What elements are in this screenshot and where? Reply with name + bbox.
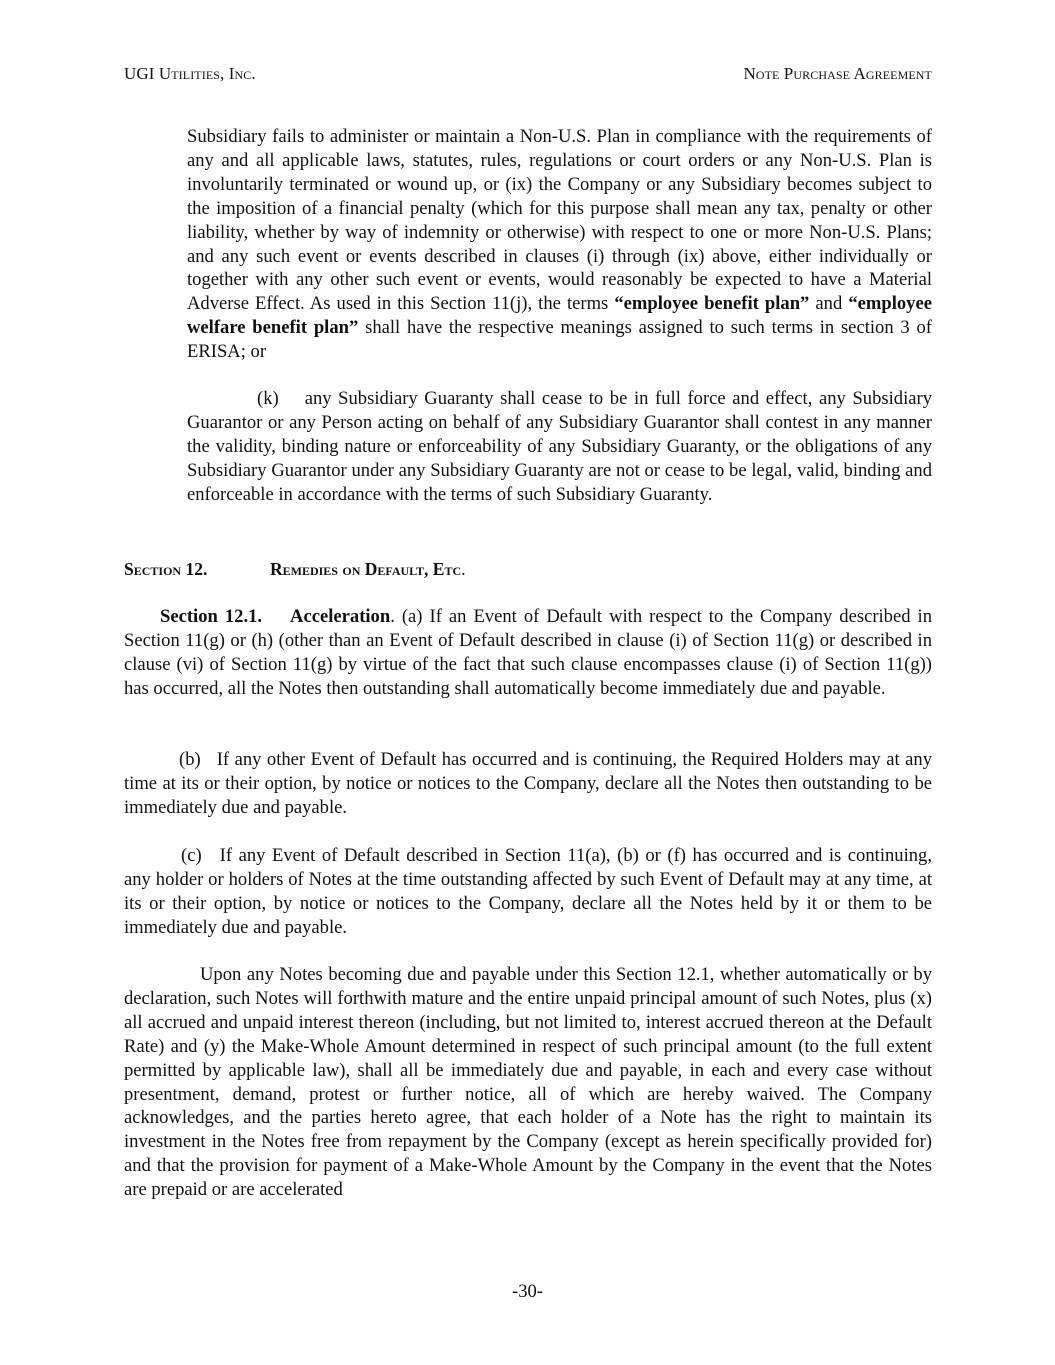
paragraph-text: Upon any Notes becoming due and payable under this Section 12.1, whether automatically or by declaration, such Notes will forthwith mature and the entire unpaid principal amount of such Notes, plus (x) all accrued and unpaid interest thereon (including, but not limited to, interest accrued thereon at the Default Rate) and (y) the Make-Whole Amount determined in respect of such principal amount (to the full extent permitted by applicable law), shall all be immediately due and payable, in each and every case without presentment, demand, protest or further notice, all of which are hereby waived. The Company acknowledges, and the parties hereto agree, that each holder of a Note has the right to maintain its investment in the Notes free from repayment by the Company (except as herein specifically provided for) and that the provision for payment of a Make-Whole Amount by the Company in the event that the Notes are prepaid or are accelerated [124, 964, 932, 1201]
paragraph-text: shall have the respective meanings assigned to such terms in section 3 of ERISA; or [187, 317, 932, 363]
defined-term: “employee benefit plan” [614, 293, 810, 315]
paragraph-section-12-1a [124, 605, 932, 701]
paragraph-section-12-1b [124, 748, 932, 820]
page-number: -30- [512, 1281, 543, 1302]
header-document-title: Note Purchase Agreement [743, 64, 932, 83]
paragraph-section-11j-continued [187, 125, 932, 364]
section-title-period: . [461, 559, 466, 579]
paragraph-section-11k [187, 387, 932, 507]
subsection-heading: Acceleration [290, 606, 391, 627]
section-12-heading [124, 559, 466, 580]
clause-label: (c) [181, 845, 202, 866]
clause-label: (b) [179, 749, 201, 770]
clause-label: (k) [257, 388, 279, 409]
section-number: Section 12. [124, 559, 208, 579]
header-company-name: UGI Utilities, Inc. [124, 64, 256, 83]
subsection-number: Section 12.1. [160, 606, 263, 627]
paragraph-text: . (a) If an Event of Default with respect to the Company described in Section 11(g) or (h) (other than an Event of Default described in clause (i) of Section 11(g) or described in clause (vi) of Section 11(g) by virtue of the fact that such clause encompasses clause (i) of Section 11(g)) has occurred, all the Notes then outstanding shall automatically become immediately due and payable. [124, 606, 933, 699]
paragraph-text: any Subsidiary Guaranty shall cease to be in full force and effect, any Subsidiary Guarantor or any Person acting on behalf of any Subsidiary Guarantor shall contest in any manner the validity, binding nature or enforceability of any Subsidiary Guaranty, or the obligations of any Subsidiary Guarantor under any Subsidiary Guaranty are not or cease to be legal, valid, binding and enforceable in accordance with the terms of such Subsidiary Guaranty. [187, 388, 932, 505]
defined-term: “employee welfare benefit plan” [187, 293, 932, 339]
paragraph-acceleration-effect [124, 963, 932, 1202]
paragraph-text: If any other Event of Default has occurred and is continuing, the Required Holders may at any time at its or their option, by notice or notices to the Company, declare all the Notes then outstanding to be immediately due and payable. [124, 749, 932, 818]
paragraph-text: If any Event of Default described in Section 11(a), (b) or (f) has occurred and is continuing, any holder or holders of Notes at the time outstanding affected by such Event of Default may at any time, at its or their option, by notice or notices to the Company, declare all the Notes held by it or them to be immediately due and payable. [124, 845, 932, 938]
paragraph-text: and [809, 293, 849, 315]
section-title: Remedies on Default, Etc [270, 559, 462, 579]
paragraph-section-12-1c [124, 844, 932, 940]
paragraph-text: Subsidiary fails to administer or maintain a Non-U.S. Plan in compliance with the requirements of any and all applicable laws, statutes, rules, regulations or court orders or any Non-U.S. Plan is involuntarily terminated or wound up, or (ix) the Company or any Subsidiary becomes subject to the imposition of a financial penalty (which for this purpose shall mean any tax, penalty or other liability, whether by way of indemnity or otherwise) with respect to one or more Non-U.S. Plans; and any such event or events described in clauses (i) through (ix) above, either individually or together with any other such event or events, would reasonably be expected to have a Material Adverse Effect. As used in this Section 11(j), the terms [187, 126, 932, 315]
